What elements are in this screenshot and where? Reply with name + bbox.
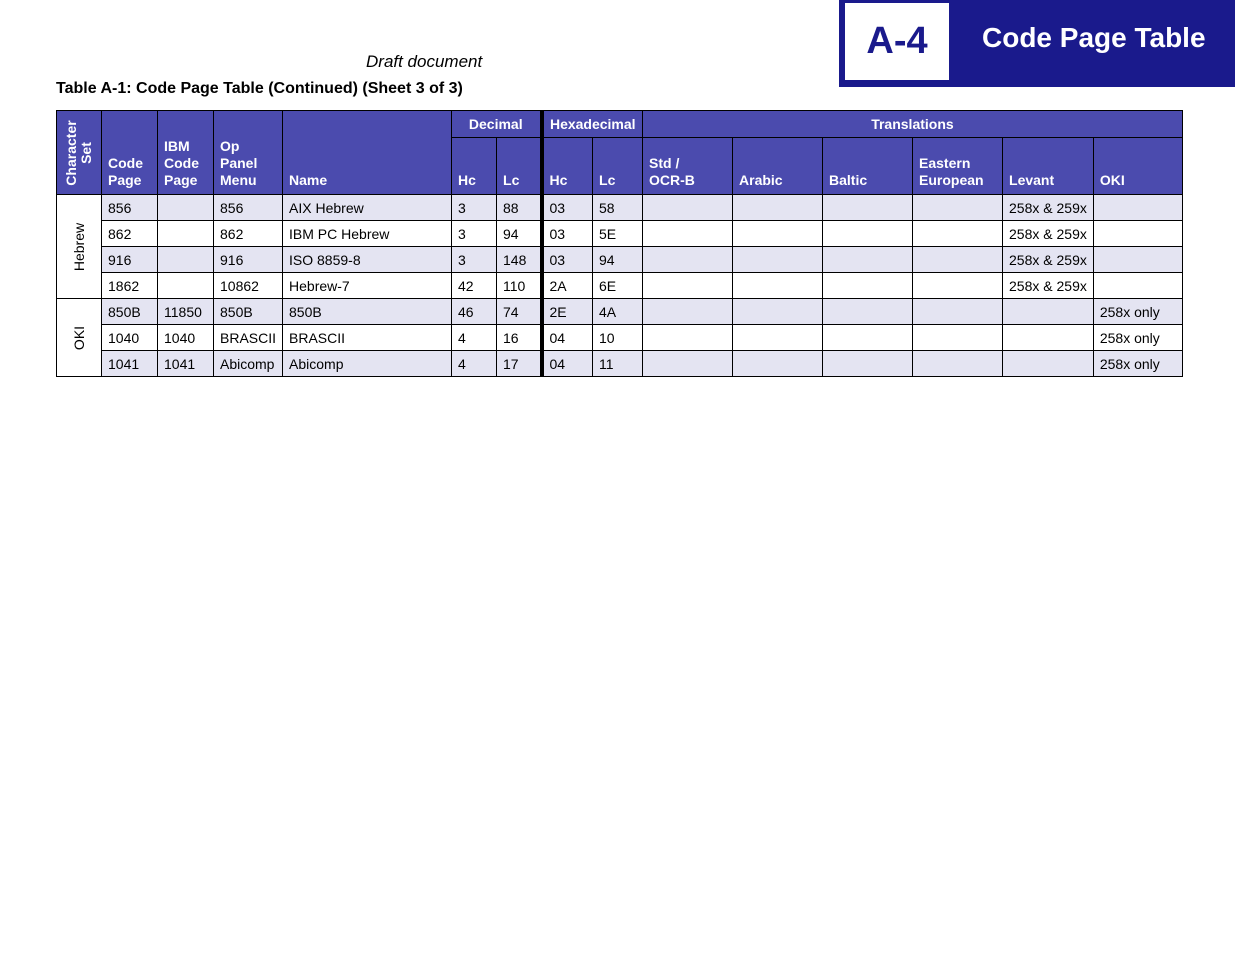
cell-levant: 258x & 259x [1003,195,1094,221]
cell-hex-hc: 03 [542,221,593,247]
cell-arabic [733,299,823,325]
cell-code-page: 856 [102,195,158,221]
cell-code-page: 1041 [102,351,158,377]
cell-hex-hc: 04 [542,325,593,351]
cell-oki: 258x only [1093,325,1182,351]
header-hex-lc: Lc [593,138,643,195]
header-oki: OKI [1093,138,1182,195]
cell-arabic [733,195,823,221]
cell-decimal-hc: 42 [452,273,497,299]
cell-arabic [733,273,823,299]
cell-levant [1003,351,1094,377]
cell-oki [1093,195,1182,221]
cell-baltic [823,195,913,221]
cell-decimal-hc: 3 [452,247,497,273]
chapter-title: Code Page Table [982,22,1206,53]
cell-ibm-code-page [158,221,214,247]
cell-arabic [733,221,823,247]
cell-hex-hc: 03 [542,195,593,221]
header-decimal-lc: Lc [497,138,542,195]
cell-arabic [733,247,823,273]
header-eastern-european: Eastern European [913,138,1003,195]
table-row [57,247,1183,273]
table-body [57,195,1183,377]
character-set-group-cell [57,299,102,377]
character-set-label: OKI [71,325,87,350]
cell-eastern-european [913,221,1003,247]
cell-hex-lc: 10 [593,325,643,351]
cell-hex-hc: 2A [542,273,593,299]
cell-ibm-code-page [158,247,214,273]
cell-name: Abicomp [283,351,452,377]
header-hex-hc: Hc [542,138,593,195]
cell-ibm-code-page: 1041 [158,351,214,377]
header-group-translations: Translations [643,111,1183,138]
cell-levant: 258x & 259x [1003,221,1094,247]
table-row [57,195,1183,221]
character-set-label: Hebrew [71,222,87,271]
cell-hex-lc: 6E [593,273,643,299]
cell-op-panel-menu: 916 [214,247,283,273]
cell-name: IBM PC Hebrew [283,221,452,247]
cell-ibm-code-page [158,273,214,299]
cell-op-panel-menu: 850B [214,299,283,325]
cell-op-panel-menu: Abicomp [214,351,283,377]
cell-levant: 258x & 259x [1003,273,1094,299]
cell-decimal-lc: 74 [497,299,542,325]
header-character-set-line1: Character [63,119,79,186]
cell-ibm-code-page: 11850 [158,299,214,325]
cell-hex-hc: 04 [542,351,593,377]
character-set-group-cell [57,195,102,299]
header-std-ocrb: Std / OCR-B [643,138,733,195]
header-character-set-line2: Set [78,141,94,164]
cell-name: AIX Hebrew [283,195,452,221]
cell-name: Hebrew-7 [283,273,452,299]
cell-decimal-lc: 148 [497,247,542,273]
cell-ibm-code-page [158,195,214,221]
cell-op-panel-menu: 10862 [214,273,283,299]
code-page-table [56,110,1183,377]
cell-std-ocrb [643,299,733,325]
cell-hex-hc: 2E [542,299,593,325]
cell-op-panel-menu: BRASCII [214,325,283,351]
header-name: Name [283,111,452,195]
header-baltic: Baltic [823,138,913,195]
table-row [57,351,1183,377]
cell-ibm-code-page: 1040 [158,325,214,351]
cell-decimal-hc: 3 [452,221,497,247]
cell-code-page: 862 [102,221,158,247]
cell-eastern-european [913,247,1003,273]
cell-eastern-european [913,351,1003,377]
draft-label: Draft document [366,52,483,71]
header-group-hexadecimal: Hexadecimal [542,111,643,138]
cell-code-page: 1862 [102,273,158,299]
cell-decimal-lc: 88 [497,195,542,221]
cell-decimal-lc: 16 [497,325,542,351]
cell-baltic [823,247,913,273]
cell-name: BRASCII [283,325,452,351]
header-group-decimal: Decimal [452,111,542,138]
cell-oki: 258x only [1093,351,1182,377]
table-row [57,299,1183,325]
cell-arabic [733,325,823,351]
cell-hex-lc: 5E [593,221,643,247]
code-page-table-wrapper [56,110,1183,377]
cell-decimal-hc: 46 [452,299,497,325]
cell-std-ocrb [643,195,733,221]
cell-eastern-european [913,325,1003,351]
cell-decimal-lc: 17 [497,351,542,377]
cell-name: 850B [283,299,452,325]
cell-name: ISO 8859-8 [283,247,452,273]
table-row [57,273,1183,299]
chapter-number: A-4 [845,3,949,80]
cell-eastern-european [913,299,1003,325]
cell-oki [1093,273,1182,299]
table-row [57,325,1183,351]
cell-baltic [823,299,913,325]
cell-op-panel-menu: 862 [214,221,283,247]
table-caption: Table A-1: Code Page Table (Continued) (Sheet 3 of 3) [56,80,463,97]
cell-hex-lc: 4A [593,299,643,325]
cell-decimal-hc: 4 [452,351,497,377]
header-character-set [57,111,102,195]
table-row [57,221,1183,247]
cell-eastern-european [913,195,1003,221]
cell-oki: 258x only [1093,299,1182,325]
cell-oki [1093,221,1182,247]
cell-std-ocrb [643,273,733,299]
header-decimal-hc: Hc [452,138,497,195]
cell-op-panel-menu: 856 [214,195,283,221]
cell-std-ocrb [643,351,733,377]
cell-eastern-european [913,273,1003,299]
cell-hex-lc: 58 [593,195,643,221]
cell-baltic [823,273,913,299]
cell-levant [1003,299,1094,325]
cell-baltic [823,221,913,247]
cell-std-ocrb [643,325,733,351]
header-levant: Levant [1003,138,1094,195]
cell-hex-lc: 94 [593,247,643,273]
cell-std-ocrb [643,221,733,247]
header-code-page: Code Page [102,111,158,195]
cell-levant: 258x & 259x [1003,247,1094,273]
cell-code-page: 916 [102,247,158,273]
cell-decimal-lc: 110 [497,273,542,299]
cell-oki [1093,247,1182,273]
cell-baltic [823,351,913,377]
cell-decimal-hc: 3 [452,195,497,221]
cell-decimal-hc: 4 [452,325,497,351]
cell-levant [1003,325,1094,351]
header-ibm-code-page: IBM Code Page [158,111,214,195]
cell-hex-lc: 11 [593,351,643,377]
header-op-panel-menu: Op Panel Menu [214,111,283,195]
cell-decimal-lc: 94 [497,221,542,247]
cell-code-page: 850B [102,299,158,325]
cell-baltic [823,325,913,351]
cell-arabic [733,351,823,377]
cell-std-ocrb [643,247,733,273]
chapter-tab [839,0,1235,87]
cell-code-page: 1040 [102,325,158,351]
header-arabic: Arabic [733,138,823,195]
cell-hex-hc: 03 [542,247,593,273]
